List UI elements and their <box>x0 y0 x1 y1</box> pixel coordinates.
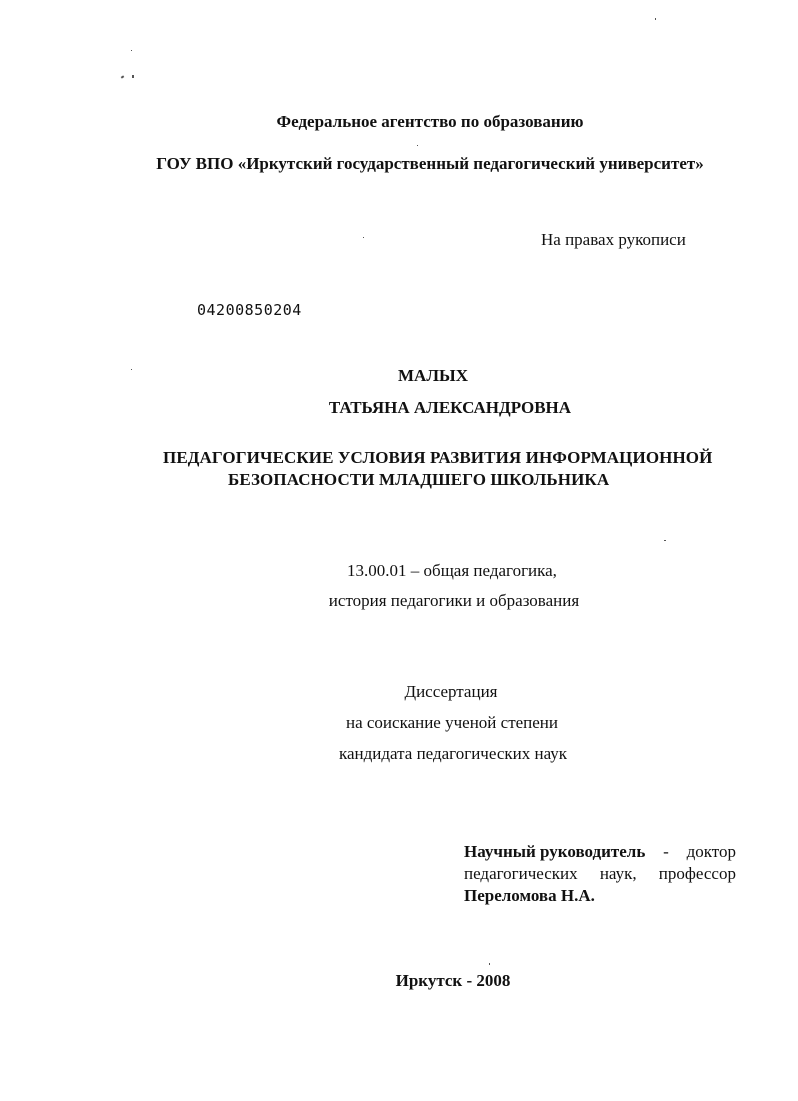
scan-speck <box>655 18 656 20</box>
supervisor-degree-word1: доктор <box>686 842 736 861</box>
scan-speck <box>131 50 132 51</box>
scan-speck <box>363 237 364 238</box>
specialty-name-line: история педагогики и образования <box>328 591 580 610</box>
degree-purpose-line: на соискание ученой степени <box>345 713 559 732</box>
supervisor-degree-word2: педагогических <box>464 864 578 883</box>
registration-code: 04200850204 <box>197 301 302 319</box>
supervisor-dash: - <box>663 842 669 861</box>
city-year: Иркутск - 2008 <box>395 971 511 990</box>
author-surname: МАЛЫХ <box>398 366 468 385</box>
university-heading: ГОУ ВПО «Иркутский государственный педагогический университет» <box>156 154 704 173</box>
dissertation-title-line1: ПЕДАГОГИЧЕСКИЕ УСЛОВИЯ РАЗВИТИЯ ИНФОРМАЦИОННОЙ <box>163 448 713 467</box>
scan-speck <box>417 145 418 146</box>
scan-speck <box>121 75 125 78</box>
agency-heading: Федеральное агентство по образованию <box>276 112 584 131</box>
degree-name-line: кандидата педагогических наук <box>338 744 568 763</box>
scan-speck <box>489 963 490 965</box>
scan-speck <box>664 540 666 541</box>
supervisor-degree-line <box>464 864 736 884</box>
supervisor-degree-word4: профессор <box>658 864 736 883</box>
supervisor-role-label: Научный руководитель <box>464 842 646 861</box>
author-given-names: ТАТЬЯНА АЛЕКСАНДРОВНА <box>328 398 572 417</box>
specialty-code-line: 13.00.01 – общая педагогика, <box>347 561 557 580</box>
scan-speck <box>132 75 134 78</box>
supervisor-role-line <box>464 842 736 862</box>
supervisor-name: Переломова Н.А. <box>464 886 595 905</box>
supervisor-degree-word3: наук, <box>599 864 637 883</box>
scan-speck <box>131 369 132 370</box>
dissertation-title-line2: БЕЗОПАСНОСТИ МЛАДШЕГО ШКОЛЬНИКА <box>228 470 610 489</box>
dissertation-label: Диссертация <box>404 682 498 701</box>
manuscript-note: На правах рукописи <box>541 230 686 249</box>
